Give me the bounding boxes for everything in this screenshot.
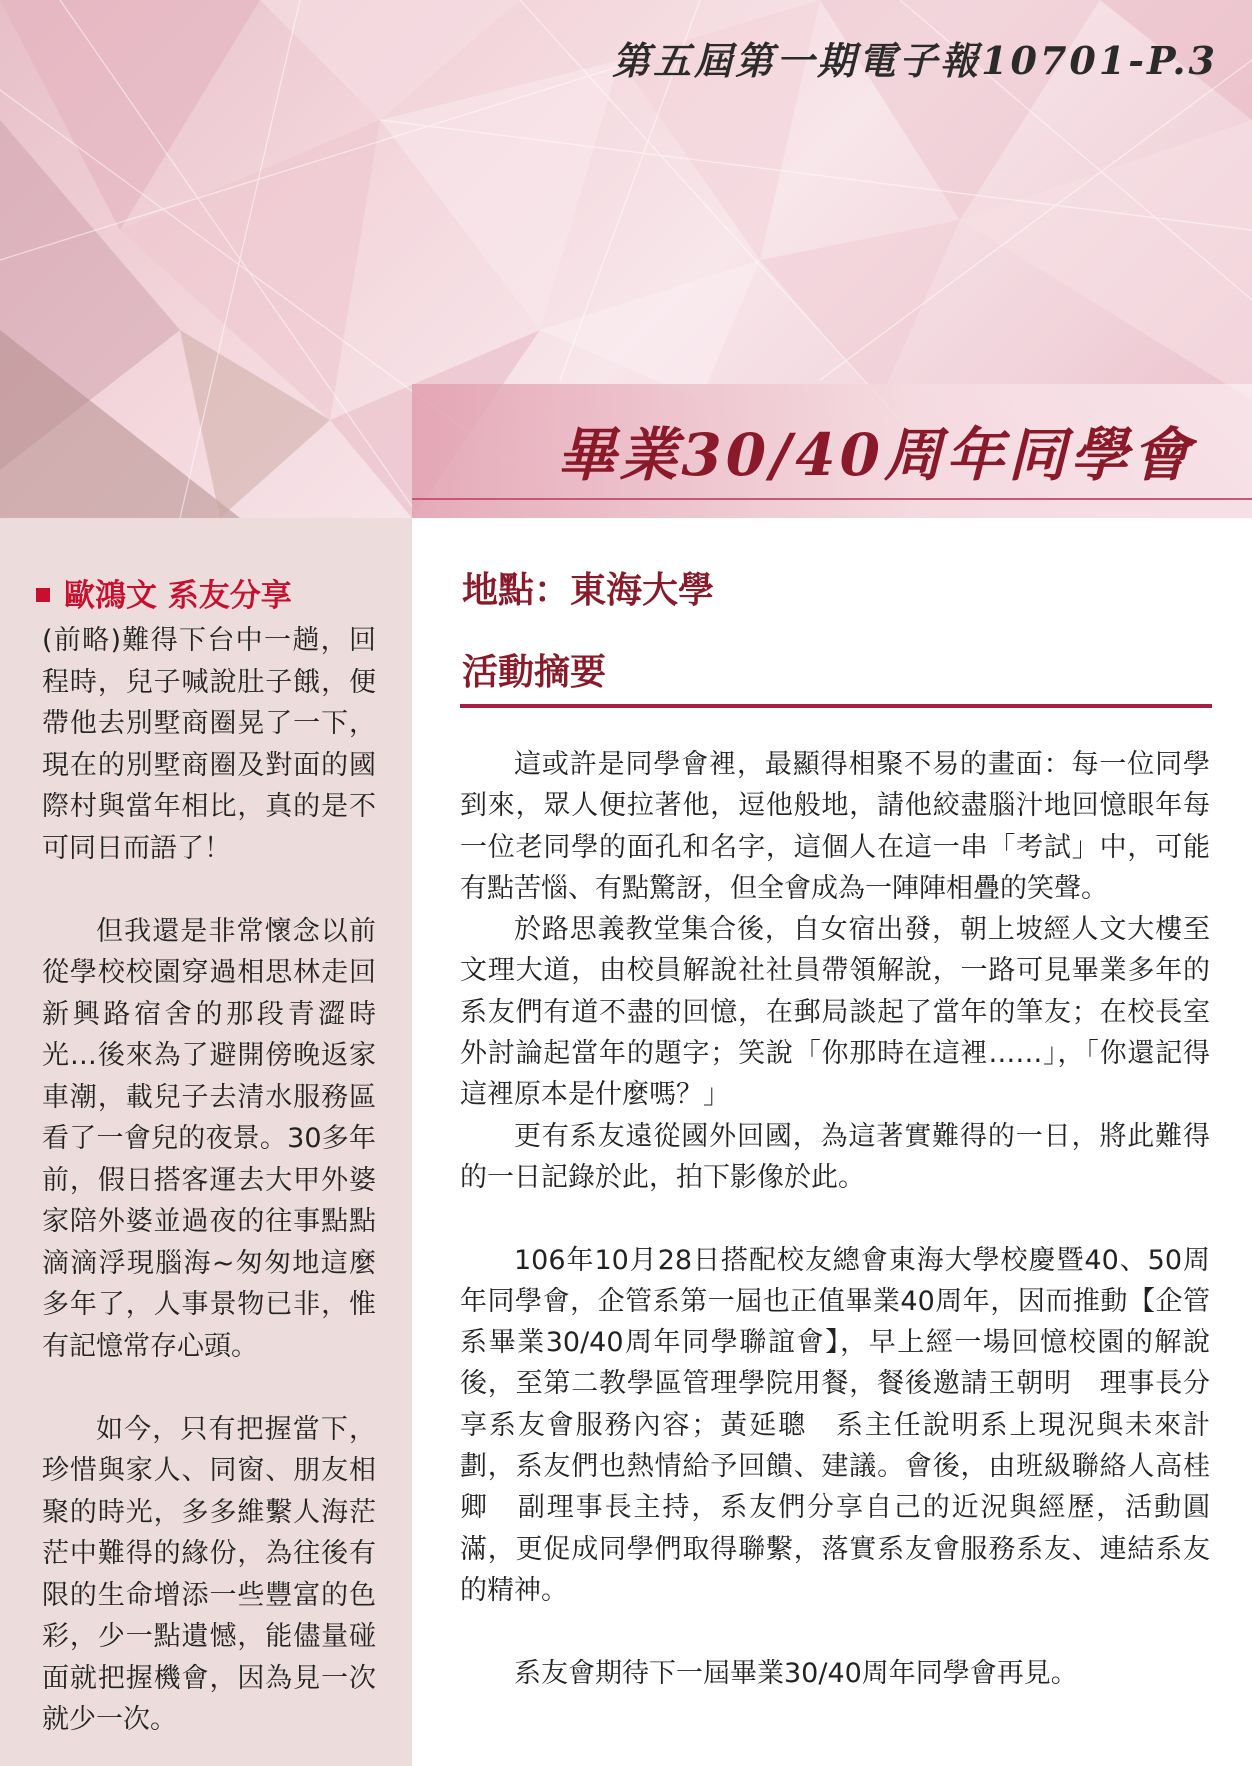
sidebar-paragraph: (前略)難得下台中一趟，回程時，兒子喊說肚子餓，便帶他去別墅商圈晃了一下，現在的別墅商圈及對面的國際村與當年相比，真的是不可同日而語了！ [42, 625, 376, 864]
issue-label: 第五屆第一期電子報10701-P.3 [612, 38, 1218, 83]
header-banner [0, 0, 1252, 518]
main-paragraph: 這或許是同學會裡，最顯得相聚不易的畫面：每一位同學到來，眾人便拉著他，逗他般地，請他絞盡腦汁地回憶眼年每一位老同學的面孔和名字，這個人在這一串「考試」中，可能有點苦惱、有點驚訝，但全會成為一陣陣相疊的笑聲。 [460, 749, 1210, 904]
main-paragraph: 系友會期待下一屆畢業30/40周年同學會再見。 [514, 1657, 1078, 1689]
sidebar-heading [36, 570, 292, 615]
page-title: 畢業30/40周年同學會 [557, 421, 1194, 489]
main-paragraph: 於路思義教堂集合後，自女宿出發，朝上坡經人文大樓至文理大道，由校員解說社社員帶領解說，一路可見畢業多年的系友們有道不盡的回憶，在郵局談起了當年的筆友；在校長室外討論起當年的題字；笑說「你那時在這裡……」，「你還記得這裡原本是什麼嗎？」 [460, 914, 1210, 1111]
title-band [412, 384, 1252, 518]
main-article [460, 744, 1210, 1694]
sidebar-paragraph: 但我還是非常懷念以前從學校校園穿過相思林走回新興路宿舍的那段青澀時光…後來為了避開傍晚返家車潮，載兒子去清水服務區看了一會兒的夜景。30多年前，假日搭客運去大甲外婆家陪外婆並過夜的往事點點滴滴浮現腦海~匆匆地這麼多年了，人事景物已非，惟有記憶常存心頭。 [42, 915, 376, 1362]
summary-heading: 活動摘要 [462, 652, 607, 693]
main-paragraph: 更有系友遠從國外回國，為這著實難得的一日，將此難得的一日記錄於此，拍下影像於此。 [460, 1120, 1210, 1193]
section-divider [460, 704, 1212, 708]
sidebar-heading-text: 歐鴻文 系友分享 [64, 578, 292, 614]
main-paragraph: 106年10月28日搭配校友總會東海大學校慶暨40、50周年同學會，企管系第一屆也正值畢業40周年，因而推動【企管系畢業30/40周年同學聯誼會】，早上經一場回憶校園的解說後，至第二教學區管理學院用餐，餐後邀請王朝明 理事長分享系友會服務內容；黃延聰 系主任說明系上現況與未來計劃，系友們也熱情給予回饋、建議。會後，由班級聯絡人高桂卿 副理事長主持，系友們分享自己的近況與經歷，活動圓滿，更促成同學們取得聯繫，落實系友會服務系友、連結系友的精神。 [460, 1244, 1210, 1606]
location-heading: 地點：東海大學 [462, 570, 715, 611]
square-bullet-icon [36, 588, 50, 602]
title-underline [412, 498, 1252, 500]
sidebar-paragraph: 如今，只有把握當下，珍惜與家人、同窗、朋友相聚的時光，多多維繫人海茫茫中難得的緣份，為往後有限的生命增添一些豐富的色彩，少一點遺憾，能儘量碰面就把握機會，因為見一次就少一次。 [42, 1413, 376, 1735]
sidebar-article [42, 620, 376, 1741]
